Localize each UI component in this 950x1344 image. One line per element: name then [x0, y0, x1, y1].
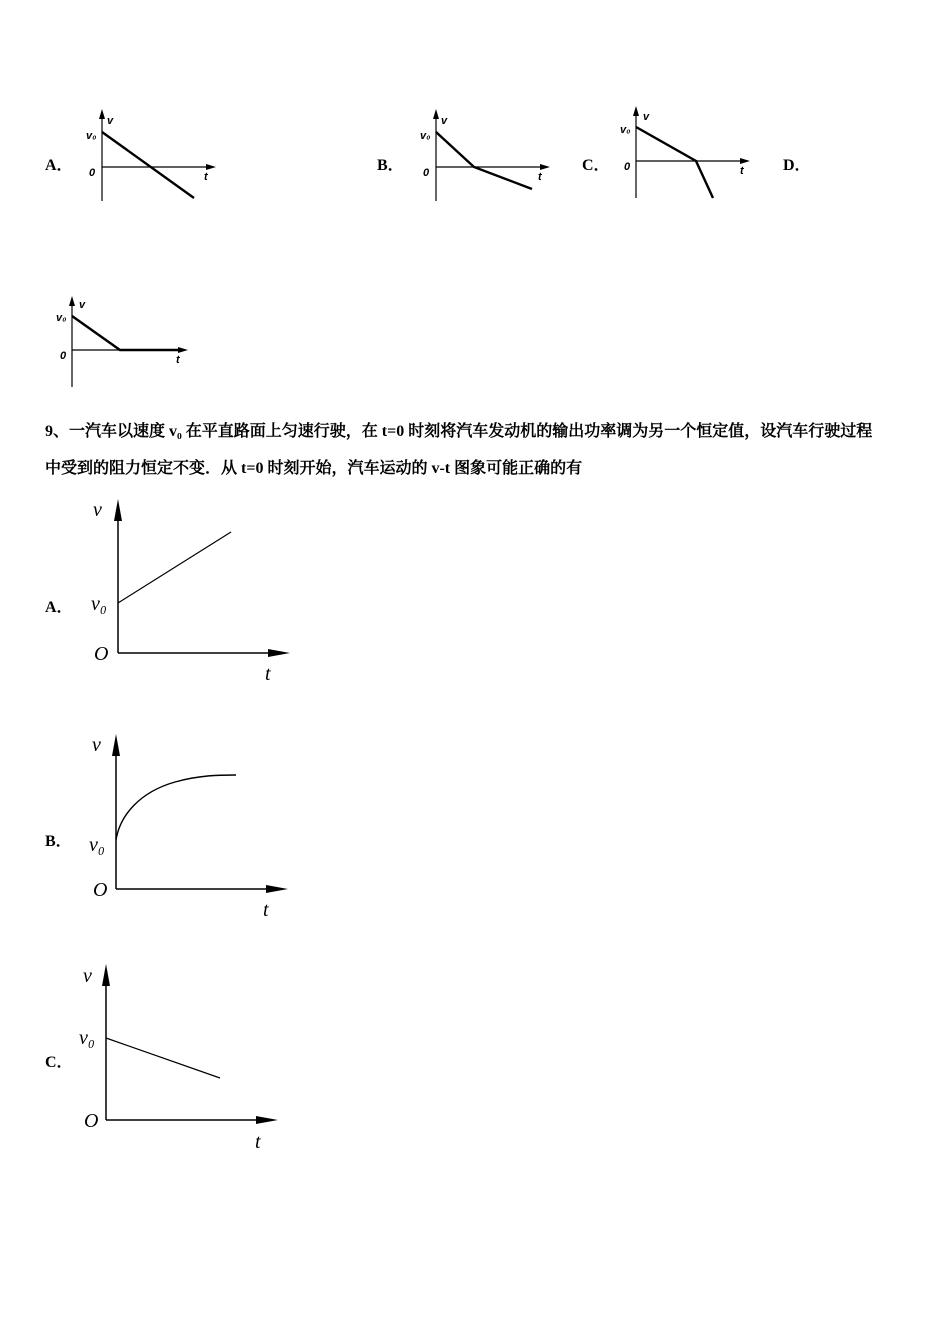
t-label: t: [740, 165, 744, 177]
t-label: t: [263, 899, 269, 921]
v-axis-arrow: [69, 296, 75, 306]
q8-option-a-label: A．: [45, 157, 73, 174]
vt-line: [102, 132, 194, 198]
v0-label: v₀: [91, 593, 107, 615]
v-label: v: [79, 299, 86, 311]
zero-label: 0: [423, 167, 430, 179]
q8-graph-d: [50, 290, 200, 395]
v0-label: v₀: [620, 124, 631, 136]
q9-option-b-label: B．: [45, 833, 72, 850]
vt-line: [106, 1038, 220, 1078]
q9-graph-b: [80, 730, 300, 925]
t-axis-arrow: [256, 1116, 278, 1124]
q9-text-line-1: 9、一汽车以速度 v₀ 在平直路面上匀速行驶，在 t=0 时刻将汽车发动机的输出功率调为另一个恒定值，设汽车行驶过程: [45, 423, 873, 440]
v-axis-arrow: [102, 964, 110, 986]
v-label: v: [92, 734, 101, 756]
t-axis-arrow: [540, 164, 550, 170]
q9-graph-a: [80, 495, 300, 690]
q8-graph-c: [614, 100, 764, 205]
t-label: t: [265, 663, 271, 685]
v-axis-arrow: [112, 734, 120, 756]
t-axis-arrow: [740, 158, 750, 164]
q8-option-c-label: C．: [582, 157, 610, 174]
vt-line: [72, 316, 182, 350]
vt-line: [118, 532, 231, 603]
vt-line: [636, 127, 713, 198]
zero-label: 0: [624, 161, 631, 173]
v0-label: v₀: [86, 130, 97, 142]
t-label: t: [204, 171, 208, 183]
v-label: v: [441, 115, 448, 127]
v0-label: v₀: [79, 1027, 95, 1049]
t-label: t: [538, 171, 542, 183]
origin-label: O: [93, 879, 108, 901]
v-label: v: [83, 965, 92, 987]
v-label: v: [93, 499, 102, 521]
v-axis-arrow: [114, 499, 122, 521]
v0-label: v₀: [420, 130, 431, 142]
q9-option-a-label: A．: [45, 599, 73, 616]
q8-option-b-label: B．: [377, 157, 404, 174]
vt-curve: [116, 775, 236, 840]
t-axis-arrow: [206, 164, 216, 170]
v-label: v: [643, 111, 650, 123]
v-axis-arrow: [433, 109, 439, 119]
v-axis-arrow: [633, 106, 639, 116]
v0-label: v₀: [56, 312, 67, 324]
v-label: v: [107, 115, 114, 127]
t-label: t: [176, 354, 180, 366]
q9-option-c-label: C．: [45, 1054, 73, 1071]
v0-label: v₀: [89, 834, 105, 856]
vt-line: [436, 132, 532, 189]
origin-label: O: [84, 1110, 99, 1132]
t-axis-arrow: [266, 885, 288, 893]
q8-graph-b: [414, 105, 564, 210]
zero-label: 0: [89, 167, 96, 179]
q9-graph-c: [75, 960, 295, 1155]
q8-graph-a: [80, 105, 230, 210]
t-label: t: [255, 1131, 261, 1153]
t-axis-arrow: [268, 649, 290, 657]
q8-option-d-label: D．: [783, 157, 811, 174]
q9-text-line-2: 中受到的阻力恒定不变．从 t=0 时刻开始，汽车运动的 v-t 图象可能正确的有: [45, 460, 583, 477]
zero-label: 0: [60, 350, 67, 362]
v-axis-arrow: [99, 109, 105, 119]
origin-label: O: [94, 643, 109, 665]
